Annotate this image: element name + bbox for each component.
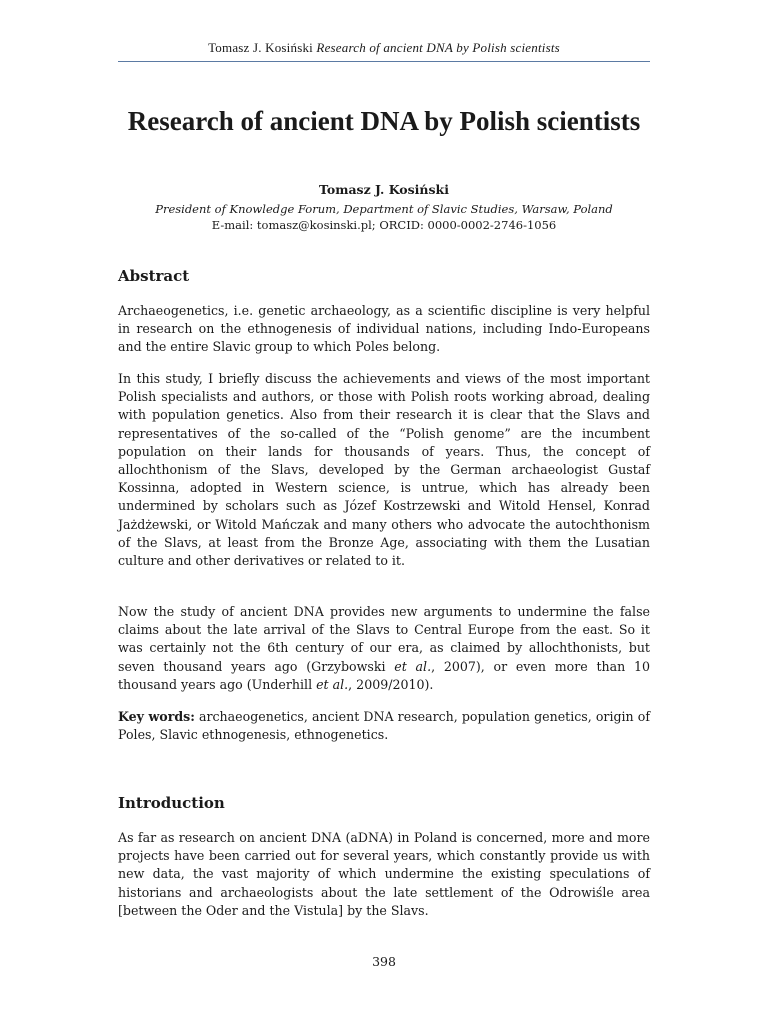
abstract-heading: Abstract	[118, 267, 190, 285]
author-name: Tomasz J. Kosiński	[319, 182, 449, 197]
abstract-paragraph-3	[118, 603, 650, 694]
author-affiliation: President of Knowledge Forum, Department of Slavic Studies, Warsaw, Poland	[155, 202, 613, 216]
author-contact: E-mail: tomasz@kosinski.pl; ORCID: 0000-0002-2746-1056	[211, 218, 557, 232]
abstract-paragraph-1: Archaeogenetics, i.e. genetic archaeology, as a scientific discipline is very helpful in research on the ethnogenesis of individual nations, including Indo-Europeans and the entire Slavic group to which Poles belong.	[118, 303, 650, 355]
keywords-label: Key words:	[118, 709, 195, 724]
running-header	[118, 40, 650, 56]
abstract-paragraph-3-part-1: Now the study of ancient DNA provides new arguments to undermine the false claims about the late arrival of the Slavs to Central Europe from the east. So it was certainly not the 6th century of our era, as claimed by allochthonists, but seven thousand years ago (Grzybowski	[118, 604, 650, 674]
introduction-heading: Introduction	[118, 794, 225, 812]
citation-et-al-2: et al.	[316, 676, 349, 692]
running-header-author: Tomasz J. Kosiński	[208, 40, 313, 55]
keywords-text: archaeogenetics, ancient DNA research, population genetics, origin of Poles, Slavic ethnogenesis, ethnogenetics.	[118, 709, 650, 743]
running-header-title: Research of ancient DNA by Polish scientists	[316, 40, 560, 55]
abstract-paragraph-3-part-2: , 2007), or even more than 10 thousand years ago (Underhill	[118, 658, 650, 692]
header-rule	[118, 61, 650, 62]
abstract-paragraph-2: In this study, I briefly discuss the achievements and views of the most important Polish specialists and authors, or those with Polish roots working abroad, dealing with population genetics. Also from their research it is clear that the Slavs and representatives of the so-called of the “Polish genome” are the incumbent population on their lands for thousands of years. Thus, the concept of allochthonism of the Slavs, developed by the German archaeologist Gustaf Kossinna, adopted in Western science, is untrue, which has already been undermined by scholars such as Józef Kostrzewski and Witold Hensel, Konrad Jażdżewski, or Witold Mańczak and many others who advocate the autochthonism of the Slavs, at least from the Bronze Age, associating with them the Lusatian culture and other derivatives or related to it.	[118, 371, 650, 569]
citation-et-al-1: et al.	[394, 658, 432, 674]
keywords-paragraph	[118, 708, 650, 744]
abstract-paragraph-3-part-3: , 2009/2010).	[348, 676, 434, 692]
page-number: 398	[372, 954, 396, 969]
article-title: Research of ancient DNA by Polish scientists	[127, 106, 641, 136]
introduction-paragraph-1: As far as research on ancient DNA (aDNA) in Poland is concerned, more and more projects have been carried out for several years, which constantly provide us with new data, the vast majority of which undermine the existing speculations of historians and archaeologists about the late settlement of the Odrowiśle area [between the Oder and the Vistula] by the Slavs.	[118, 830, 650, 918]
